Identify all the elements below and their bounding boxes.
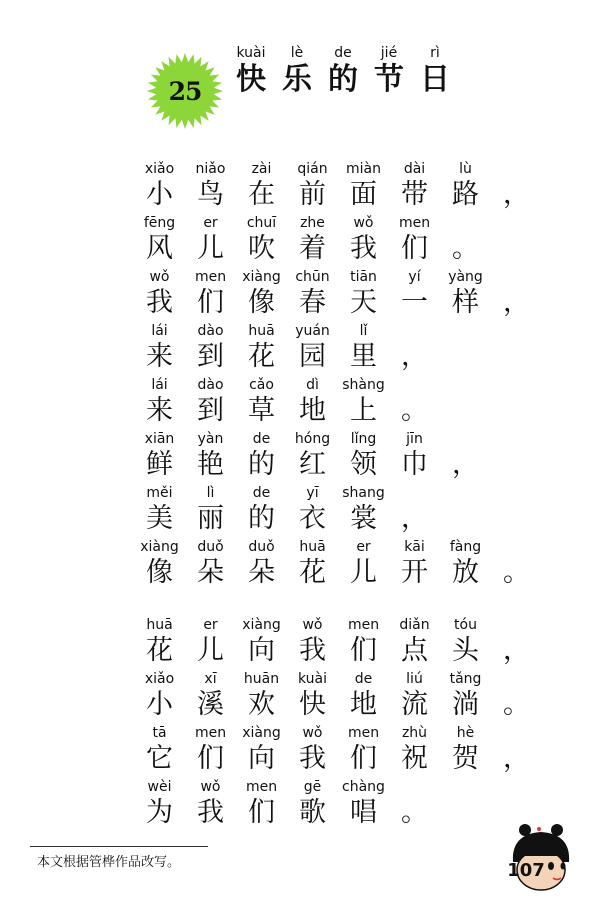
- character-cell: [236, 484, 287, 538]
- hanzi: 欢: [248, 689, 275, 720]
- character-cell: [185, 670, 236, 724]
- hanzi: 里: [350, 341, 377, 372]
- character-cell: [389, 484, 440, 538]
- pinyin: tǎng: [449, 671, 482, 687]
- hanzi: 唱: [350, 797, 377, 828]
- hanzi: 到: [197, 341, 224, 372]
- character-cell: [185, 778, 236, 832]
- hanzi: 像: [146, 557, 173, 588]
- hanzi: 们: [401, 233, 428, 264]
- hanzi: 。: [401, 395, 428, 426]
- hanzi: 儿: [197, 233, 224, 264]
- hanzi: 的: [328, 62, 358, 97]
- character-cell: [389, 778, 440, 832]
- hanzi: 衣: [299, 503, 326, 534]
- pinyin: xiàng: [242, 725, 281, 741]
- poem-line: [134, 670, 542, 724]
- character-cell: [440, 214, 491, 268]
- hanzi: 贺: [452, 743, 479, 774]
- hanzi: 领: [350, 449, 377, 480]
- pinyin: er: [203, 617, 218, 633]
- character-cell: [338, 376, 389, 430]
- pinyin: er: [203, 215, 218, 231]
- pinyin: de: [252, 485, 271, 501]
- character-cell: [236, 778, 287, 832]
- character-cell: [338, 538, 389, 592]
- hanzi: 到: [197, 395, 224, 426]
- hanzi: 我: [299, 635, 326, 666]
- hanzi: 丽: [197, 503, 224, 534]
- character-cell: [440, 268, 491, 322]
- hanzi: 路: [452, 179, 479, 210]
- character-cell: [287, 724, 338, 778]
- character-cell: [491, 724, 542, 778]
- hanzi: 我: [197, 797, 224, 828]
- pinyin: lù: [459, 161, 472, 177]
- pinyin: xiǎo: [144, 671, 175, 687]
- hanzi: 快: [299, 689, 326, 720]
- pinyin: lái: [151, 377, 168, 393]
- hanzi: 小: [146, 689, 173, 720]
- hanzi: 花: [299, 557, 326, 588]
- hanzi: 样: [452, 287, 479, 318]
- character-cell: [134, 160, 185, 214]
- character-cell: [287, 484, 338, 538]
- pinyin: de: [252, 431, 271, 447]
- character-cell: [338, 268, 389, 322]
- hanzi: ，: [503, 635, 530, 666]
- pinyin: jié: [380, 45, 398, 61]
- hanzi: 地: [299, 395, 326, 426]
- hanzi: 节: [374, 62, 404, 97]
- hanzi: 儿: [350, 557, 377, 588]
- character-cell: [491, 616, 542, 670]
- character-cell: [440, 616, 491, 670]
- pinyin: yī: [306, 485, 319, 501]
- pinyin: zài: [251, 161, 272, 177]
- hanzi: 淌: [452, 689, 479, 720]
- character-cell: [134, 430, 185, 484]
- pinyin: de: [334, 45, 352, 61]
- hanzi: 小: [146, 179, 173, 210]
- character-cell: [228, 44, 274, 98]
- character-cell: [134, 616, 185, 670]
- pinyin: zhe: [300, 215, 325, 231]
- pinyin: tiān: [350, 269, 377, 285]
- pinyin: chàng: [342, 779, 385, 795]
- hanzi: 美: [146, 503, 173, 534]
- hanzi: 像: [248, 287, 275, 318]
- hanzi: 风: [146, 233, 173, 264]
- character-cell: [134, 268, 185, 322]
- character-cell: [236, 616, 287, 670]
- character-cell: [134, 670, 185, 724]
- character-cell: [287, 778, 338, 832]
- hanzi: 朵: [197, 557, 224, 588]
- character-cell: [389, 160, 440, 214]
- character-cell: [412, 44, 458, 98]
- character-cell: [185, 376, 236, 430]
- character-cell: [185, 484, 236, 538]
- pinyin: kuài: [236, 45, 266, 61]
- character-cell: [320, 44, 366, 98]
- character-cell: [366, 44, 412, 98]
- character-cell: [338, 616, 389, 670]
- character-cell: [236, 160, 287, 214]
- lesson-number-badge: [146, 52, 224, 130]
- hanzi: 鸟: [197, 179, 224, 210]
- pinyin: tā: [152, 725, 167, 741]
- character-cell: [287, 376, 338, 430]
- hanzi: ，: [401, 503, 428, 534]
- poem-line: [134, 160, 542, 214]
- character-cell: [491, 160, 542, 214]
- hanzi: ，: [503, 179, 530, 210]
- character-cell: [389, 538, 440, 592]
- hanzi: 前: [299, 179, 326, 210]
- character-cell: [236, 268, 287, 322]
- character-cell: [287, 616, 338, 670]
- hanzi: 来: [146, 341, 173, 372]
- pinyin: xiàng: [242, 269, 281, 285]
- pinyin: xiǎo: [144, 161, 175, 177]
- hanzi: 放: [452, 557, 479, 588]
- hanzi: 们: [197, 287, 224, 318]
- character-cell: [389, 268, 440, 322]
- hanzi: ，: [401, 341, 428, 372]
- character-cell: [440, 670, 491, 724]
- hanzi: 快: [236, 62, 266, 97]
- hanzi: 艳: [197, 449, 224, 480]
- pinyin: qián: [297, 161, 328, 177]
- hanzi: 们: [248, 797, 275, 828]
- pinyin: tóu: [454, 617, 477, 633]
- poem-line: [134, 376, 542, 430]
- pinyin: hóng: [294, 431, 331, 447]
- hanzi: 我: [350, 233, 377, 264]
- lesson-number: 25: [168, 76, 202, 106]
- pinyin: yàng: [448, 269, 483, 285]
- character-cell: [236, 670, 287, 724]
- pinyin: wǒ: [302, 617, 323, 633]
- pinyin: dào: [197, 377, 224, 393]
- pinyin: men: [347, 725, 380, 741]
- hanzi: 歌: [299, 797, 326, 828]
- character-cell: [491, 538, 542, 592]
- hanzi: 向: [248, 743, 275, 774]
- pinyin: duǒ: [248, 539, 275, 555]
- character-cell: [287, 268, 338, 322]
- hanzi: 。: [503, 557, 530, 588]
- hanzi: 天: [350, 287, 377, 318]
- hanzi: 们: [350, 743, 377, 774]
- hanzi: 向: [248, 635, 275, 666]
- hanzi: 草: [248, 395, 275, 426]
- hanzi: 的: [248, 449, 275, 480]
- character-cell: [389, 322, 440, 376]
- pinyin: lǐng: [350, 431, 377, 447]
- pinyin: wǒ: [353, 215, 374, 231]
- character-cell: [338, 430, 389, 484]
- character-cell: [185, 724, 236, 778]
- character-cell: [185, 538, 236, 592]
- character-cell: [287, 214, 338, 268]
- pinyin: shàng: [342, 377, 385, 393]
- character-cell: [185, 616, 236, 670]
- character-cell: [185, 322, 236, 376]
- character-cell: [338, 670, 389, 724]
- pinyin: huā: [248, 323, 275, 339]
- pinyin: fàng: [449, 539, 482, 555]
- hanzi: 鲜: [146, 449, 173, 480]
- character-cell: [287, 670, 338, 724]
- character-cell: [440, 430, 491, 484]
- character-cell: [134, 724, 185, 778]
- hanzi: 巾: [401, 449, 428, 480]
- poem-line: [134, 778, 542, 832]
- pinyin: dài: [403, 161, 426, 177]
- pinyin: miàn: [346, 161, 381, 177]
- pinyin: men: [347, 617, 380, 633]
- poem-line: [134, 538, 542, 592]
- pinyin: lǐ: [359, 323, 368, 339]
- hanzi: 地: [350, 689, 377, 720]
- lesson-title: [228, 44, 458, 98]
- pinyin: chuī: [246, 215, 277, 231]
- pinyin: xiàng: [140, 539, 179, 555]
- pinyin: xiān: [144, 431, 175, 447]
- character-cell: [389, 616, 440, 670]
- hanzi: 朵: [248, 557, 275, 588]
- pinyin: diǎn: [399, 617, 430, 633]
- character-cell: [389, 724, 440, 778]
- character-cell: [134, 214, 185, 268]
- character-cell: [236, 376, 287, 430]
- character-cell: [389, 670, 440, 724]
- hanzi: 带: [401, 179, 428, 210]
- hanzi: 面: [350, 179, 377, 210]
- hanzi: 吹: [248, 233, 275, 264]
- character-cell: [134, 322, 185, 376]
- hanzi: 点: [401, 635, 428, 666]
- poem-line: [134, 484, 542, 538]
- character-cell: [338, 778, 389, 832]
- pinyin: wǒ: [200, 779, 221, 795]
- hanzi: 花: [248, 341, 275, 372]
- character-cell: [491, 670, 542, 724]
- hanzi: 我: [146, 287, 173, 318]
- hanzi: 着: [299, 233, 326, 264]
- pinyin: rì: [430, 45, 440, 61]
- pinyin: lái: [151, 323, 168, 339]
- character-cell: [440, 538, 491, 592]
- page-number: 107: [507, 859, 545, 881]
- character-cell: [287, 430, 338, 484]
- pinyin: cǎo: [249, 377, 274, 393]
- poem-line: [134, 214, 542, 268]
- hanzi: 的: [248, 503, 275, 534]
- hanzi: ，: [503, 287, 530, 318]
- pinyin: men: [245, 779, 278, 795]
- character-cell: [134, 778, 185, 832]
- character-cell: [134, 484, 185, 538]
- character-cell: [287, 538, 338, 592]
- character-cell: [338, 322, 389, 376]
- pinyin: er: [356, 539, 371, 555]
- hanzi: 们: [197, 743, 224, 774]
- pinyin: wǒ: [302, 725, 323, 741]
- character-cell: [185, 160, 236, 214]
- pinyin: yí: [408, 269, 421, 285]
- pinyin: dì: [306, 377, 319, 393]
- poem-body: [134, 160, 542, 832]
- hanzi: 祝: [401, 743, 428, 774]
- pinyin: hè: [456, 725, 475, 741]
- character-cell: [134, 376, 185, 430]
- hanzi: 。: [401, 797, 428, 828]
- hanzi: 来: [146, 395, 173, 426]
- hanzi: 为: [146, 797, 173, 828]
- pinyin: huān: [243, 671, 280, 687]
- character-cell: [440, 724, 491, 778]
- character-cell: [440, 160, 491, 214]
- character-cell: [236, 322, 287, 376]
- pinyin: wǒ: [149, 269, 170, 285]
- pinyin: men: [398, 215, 431, 231]
- character-cell: [185, 268, 236, 322]
- pinyin: shang: [342, 485, 385, 501]
- character-cell: [236, 214, 287, 268]
- pinyin: jīn: [406, 431, 423, 447]
- pinyin: lè: [290, 45, 304, 61]
- hanzi: 上: [350, 395, 377, 426]
- pinyin: men: [194, 725, 227, 741]
- poem-line: [134, 322, 542, 376]
- character-cell: [389, 430, 440, 484]
- pinyin: niǎo: [195, 161, 226, 177]
- pinyin: měi: [146, 485, 173, 501]
- character-cell: [338, 160, 389, 214]
- character-cell: [338, 724, 389, 778]
- character-cell: [236, 538, 287, 592]
- pinyin: men: [194, 269, 227, 285]
- character-cell: [236, 724, 287, 778]
- hanzi: 溪: [197, 689, 224, 720]
- character-cell: [389, 376, 440, 430]
- pinyin: de: [354, 671, 373, 687]
- poem-line: [134, 430, 542, 484]
- hanzi: 开: [401, 557, 428, 588]
- pinyin: xī: [204, 671, 217, 687]
- character-cell: [134, 538, 185, 592]
- character-cell: [287, 322, 338, 376]
- character-cell: [491, 268, 542, 322]
- hanzi: 日: [420, 62, 450, 97]
- pinyin: yàn: [197, 431, 224, 447]
- hanzi: 儿: [197, 635, 224, 666]
- character-cell: [389, 214, 440, 268]
- character-cell: [287, 160, 338, 214]
- character-cell: [274, 44, 320, 98]
- pinyin: liú: [406, 671, 423, 687]
- character-cell: [185, 430, 236, 484]
- hanzi: ，: [452, 449, 479, 480]
- pinyin: kuài: [297, 671, 328, 687]
- pinyin: wèi: [147, 779, 172, 795]
- pinyin: duǒ: [197, 539, 224, 555]
- pinyin: dào: [197, 323, 224, 339]
- hanzi: 们: [350, 635, 377, 666]
- poem-line: [134, 616, 542, 670]
- character-cell: [338, 484, 389, 538]
- hanzi: 红: [299, 449, 326, 480]
- hanzi: 在: [248, 179, 275, 210]
- hanzi: 头: [452, 635, 479, 666]
- footnote-divider: [30, 846, 208, 847]
- hanzi: 它: [146, 743, 173, 774]
- hanzi: ，: [503, 743, 530, 774]
- hanzi: 春: [299, 287, 326, 318]
- pinyin: zhù: [401, 725, 428, 741]
- pinyin: lì: [206, 485, 215, 501]
- character-cell: [338, 214, 389, 268]
- hanzi: 乐: [282, 62, 312, 97]
- poem-line: [134, 724, 542, 778]
- hanzi: 。: [452, 233, 479, 264]
- pinyin: yuán: [295, 323, 330, 339]
- pinyin: gē: [303, 779, 322, 795]
- hanzi: 花: [146, 635, 173, 666]
- pinyin: chūn: [295, 269, 330, 285]
- hanzi: 。: [503, 689, 530, 720]
- pinyin: huā: [146, 617, 173, 633]
- pinyin: xiàng: [242, 617, 281, 633]
- hanzi: 我: [299, 743, 326, 774]
- hanzi: 一: [401, 287, 428, 318]
- hanzi: 流: [401, 689, 428, 720]
- pinyin: huā: [299, 539, 326, 555]
- hanzi: 裳: [350, 503, 377, 534]
- pinyin: fēng: [143, 215, 176, 231]
- hanzi: 园: [299, 341, 326, 372]
- character-cell: [236, 430, 287, 484]
- pinyin: kāi: [404, 539, 425, 555]
- character-cell: [185, 214, 236, 268]
- footnote: 本文根据管桦作品改写。: [37, 855, 181, 870]
- poem-line: [134, 268, 542, 322]
